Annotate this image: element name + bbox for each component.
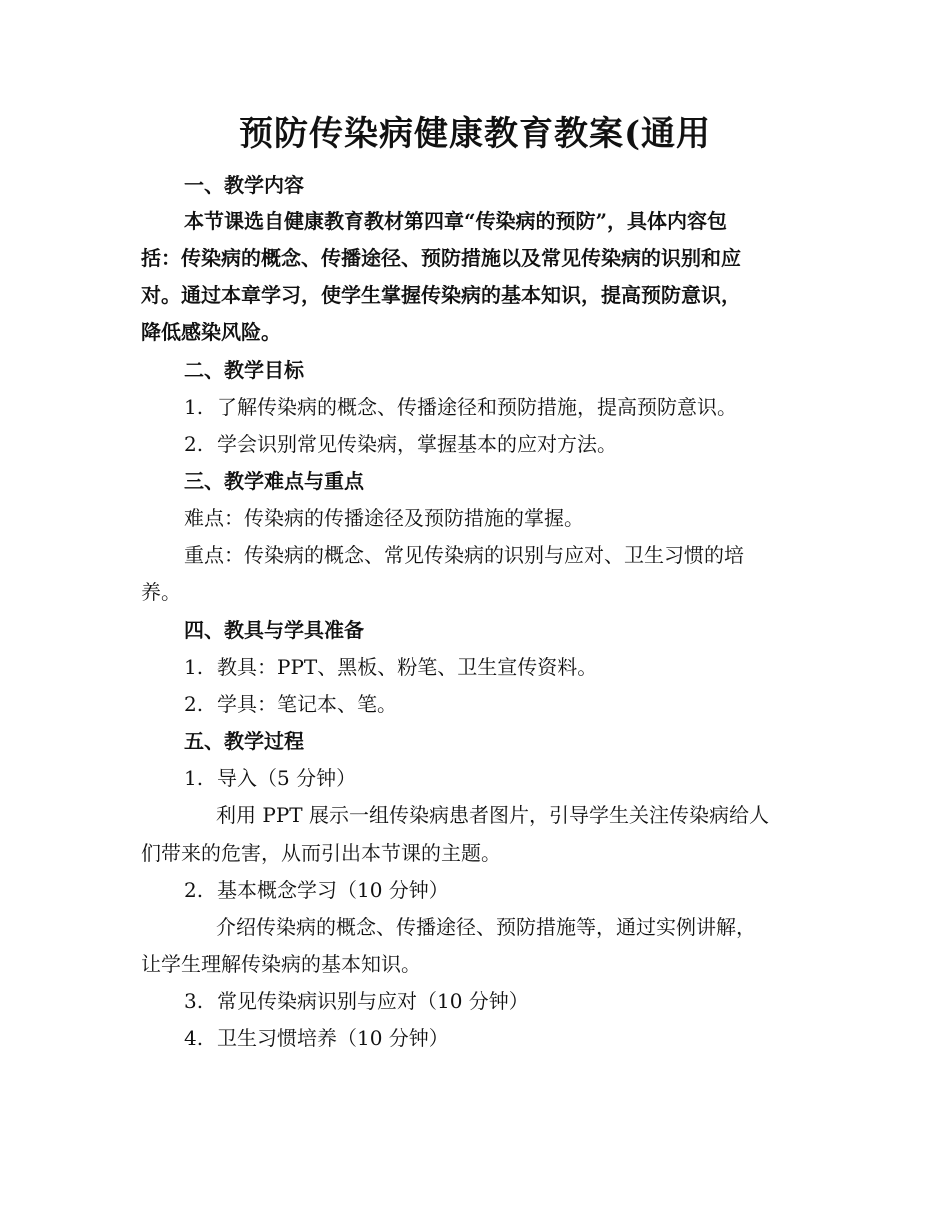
list-item bbox=[184, 876, 449, 904]
list-text: 基本概念学习（10 分钟） bbox=[217, 878, 449, 902]
paragraph-line: 利用 PPT 展示一组传染病患者图片，引导学生关注传染病给人 bbox=[216, 803, 769, 827]
list-text: 了解传染病的概念、传播途径和预防措施，提高预防意识。 bbox=[217, 395, 737, 419]
list-number: 3. bbox=[184, 989, 204, 1013]
list-item bbox=[184, 764, 356, 792]
paragraph-line: 降低感染风险。 bbox=[141, 320, 281, 344]
list-text: 教具：PPT、黑板、粉笔、卫生宣传资料。 bbox=[217, 655, 598, 679]
section-heading-content: 一、教学内容 bbox=[184, 173, 304, 197]
list-text: 常见传染病识别与应对（10 分钟） bbox=[217, 989, 529, 1013]
section-heading-difficulties: 三、教学难点与重点 bbox=[184, 469, 364, 493]
paragraph-line: 们带来的危害，从而引出本节课的主题。 bbox=[141, 841, 501, 865]
paragraph-line: 让学生理解传染病的基本知识。 bbox=[141, 952, 421, 976]
list-text: 导入（5 分钟） bbox=[217, 766, 357, 790]
list-number: 2. bbox=[184, 432, 204, 456]
section-heading-materials: 四、教具与学具准备 bbox=[184, 618, 364, 642]
paragraph-line: 难点：传染病的传播途径及预防措施的掌握。 bbox=[184, 506, 584, 530]
list-text: 学会识别常见传染病，掌握基本的应对方法。 bbox=[217, 432, 617, 456]
list-item bbox=[184, 987, 529, 1015]
list-item bbox=[184, 653, 597, 681]
paragraph-line: 介绍传染病的概念、传播途径、预防措施等，通过实例讲解， bbox=[216, 915, 756, 939]
section-heading-objectives: 二、教学目标 bbox=[184, 358, 304, 382]
list-number: 1. bbox=[184, 395, 204, 419]
list-text: 学具：笔记本、笔。 bbox=[217, 692, 397, 716]
list-item bbox=[184, 690, 397, 718]
list-number: 4. bbox=[184, 1026, 204, 1050]
list-item bbox=[184, 1024, 449, 1052]
document-title: 预防传染病健康教育教案(通用 bbox=[238, 114, 712, 154]
paragraph-line: 养。 bbox=[141, 580, 181, 604]
list-number: 2. bbox=[184, 878, 204, 902]
list-number: 1. bbox=[184, 655, 204, 679]
paragraph-line: 对。通过本章学习，使学生掌握传染病的基本知识，提高预防意识， bbox=[141, 283, 741, 307]
paragraph-line: 重点：传染病的概念、常见传染病的识别与应对、卫生习惯的培 bbox=[184, 543, 744, 567]
list-number: 1. bbox=[184, 766, 204, 790]
paragraph-line: 本节课选自健康教育教材第四章“传染病的预防”，具体内容包 bbox=[184, 209, 728, 233]
list-text: 卫生习惯培养（10 分钟） bbox=[217, 1026, 449, 1050]
paragraph-line: 括：传染病的概念、传播途径、预防措施以及常见传染病的识别和应 bbox=[141, 246, 741, 270]
section-heading-process: 五、教学过程 bbox=[184, 729, 304, 753]
list-item bbox=[184, 393, 737, 421]
list-number: 2. bbox=[184, 692, 204, 716]
list-item bbox=[184, 430, 617, 458]
